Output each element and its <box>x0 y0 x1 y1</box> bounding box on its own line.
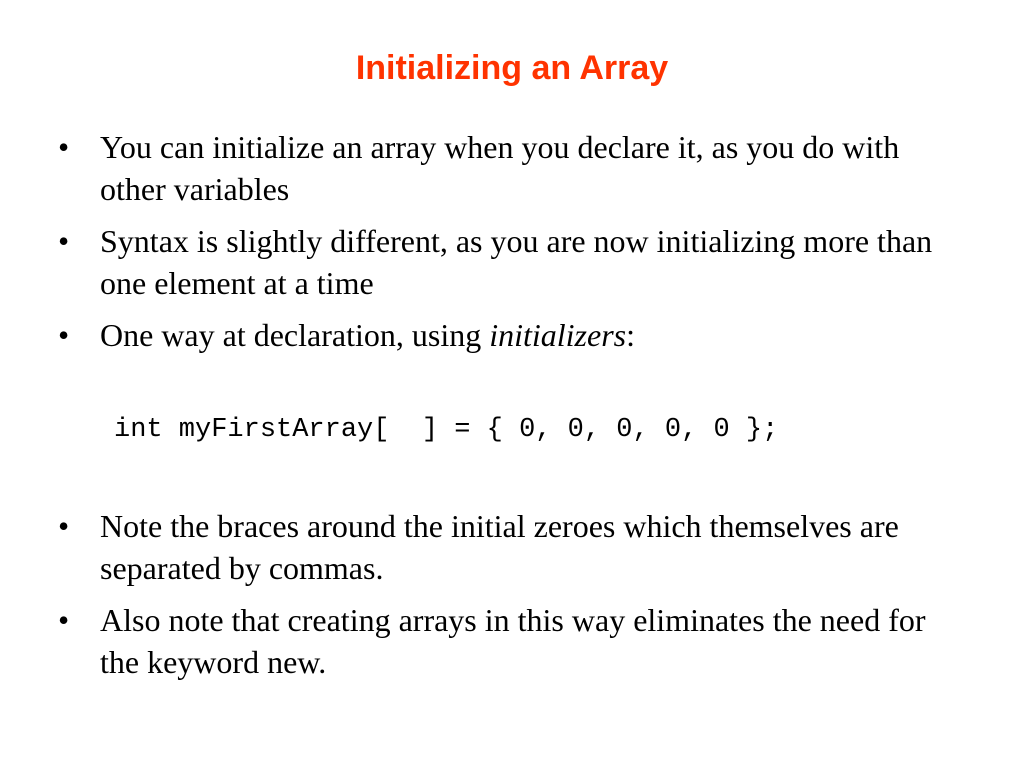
bullet-dot-icon: • <box>58 508 70 544</box>
bullet-dot-icon: • <box>58 317 70 353</box>
bullet-text: You can initialize an array when you declare it, as you do with other variables <box>100 129 900 207</box>
bullet-item <box>0 220 1024 304</box>
bullet-item <box>0 314 1024 356</box>
bullet-text-suffix: : <box>626 317 635 353</box>
bullet-text: Syntax is slightly different, as you are now initializing more than one element at a time <box>100 223 933 301</box>
slide-title: Initializing an Array <box>355 49 669 87</box>
bullet-dot-icon: • <box>58 602 70 638</box>
bullet-emphasis: initializers <box>489 317 627 353</box>
bullet-dot-icon: • <box>58 223 70 259</box>
code-example: int myFirstArray[ ] = { 0, 0, 0, 0, 0 }; <box>114 415 779 445</box>
bullet-item <box>0 505 1024 589</box>
bullet-text: Also note that creating arrays in this way eliminates the need for the keyword new. <box>100 602 926 680</box>
bullet-dot-icon: • <box>58 129 70 165</box>
bullet-text: Note the braces around the initial zeroes which themselves are separated by commas. <box>100 508 899 586</box>
bullet-text: One way at declaration, using <box>100 317 490 353</box>
bullet-item <box>0 126 1024 210</box>
bullet-list-bottom <box>0 505 1024 693</box>
bullet-list-top <box>0 126 1024 366</box>
bullet-item <box>0 599 1024 683</box>
